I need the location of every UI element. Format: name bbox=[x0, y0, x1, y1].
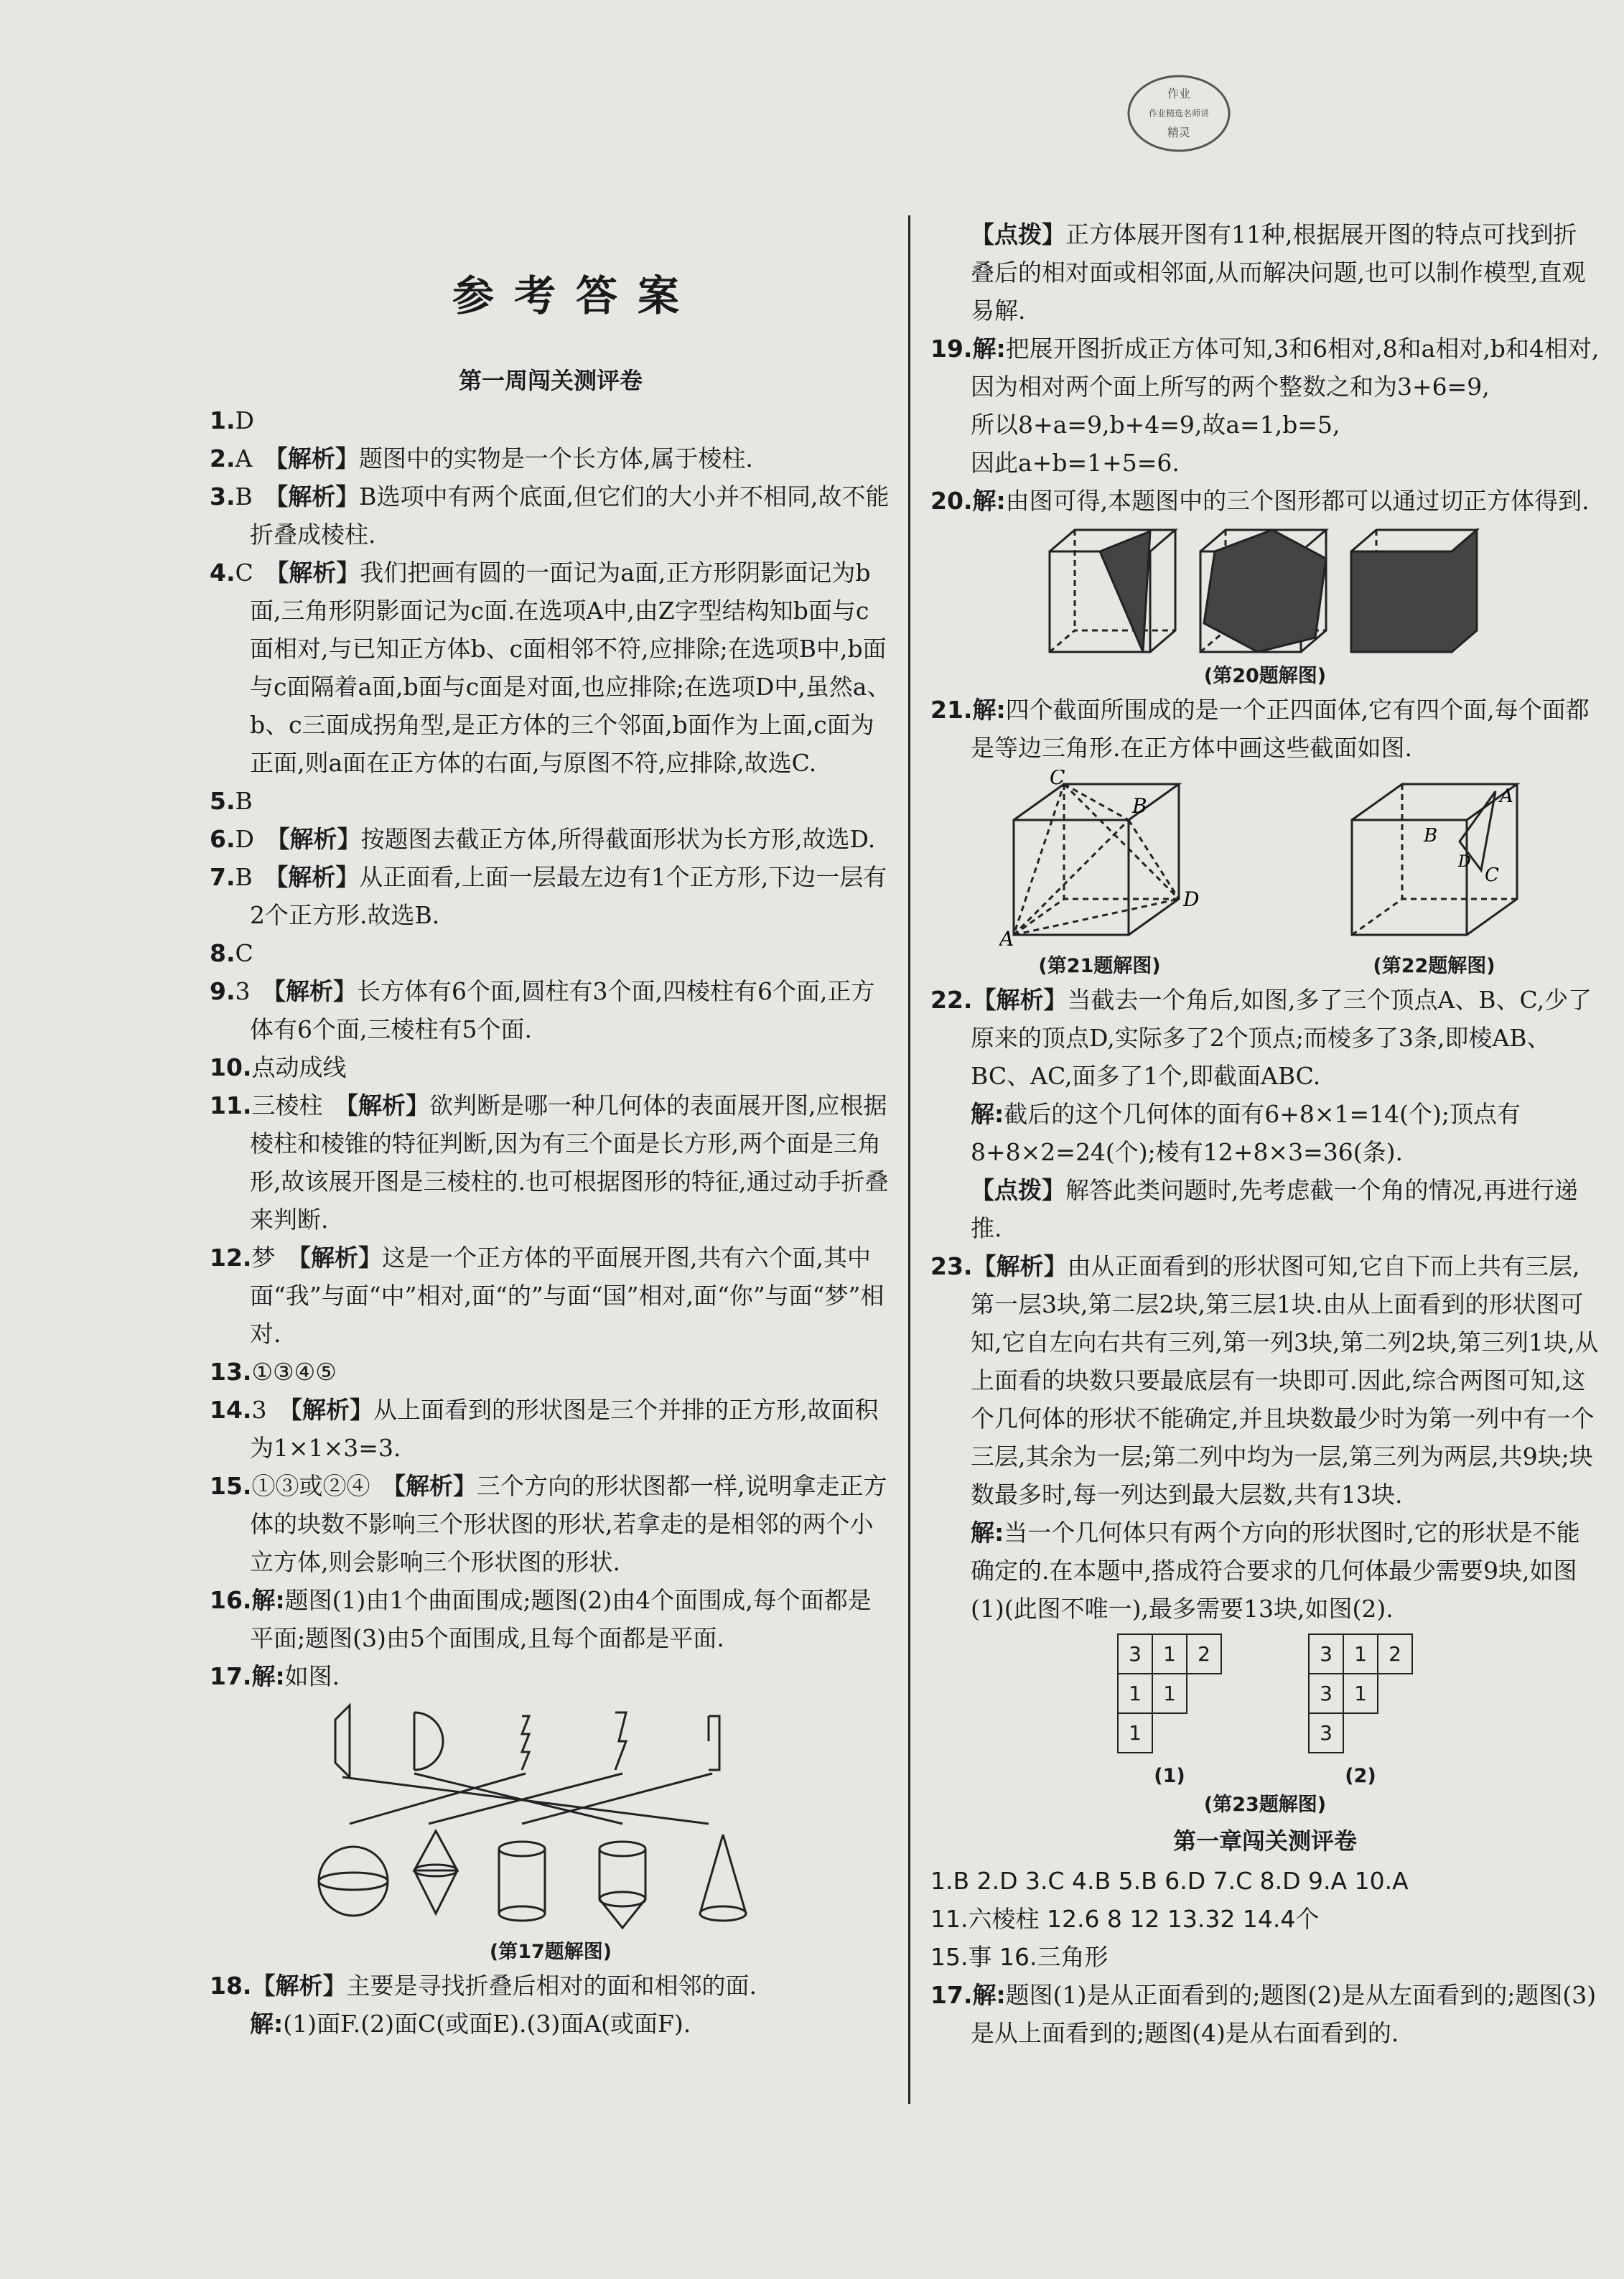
grid-max-cell bbox=[1343, 1713, 1378, 1753]
answer-16: 16.解:题图(1)由1个曲面围成;题图(2)由4个面围成,每个面都是平面;题图(3)由5个面围成,且每个面都是平面. bbox=[210, 1586, 872, 1652]
page-title: 参考答案 bbox=[452, 271, 700, 320]
grid-min-row bbox=[1118, 1674, 1221, 1713]
answer-23: 23.【解析】由从正面看到的形状图可知,它自下而上共有三层,第一层3块,第二层2块,第三层1块.由从上面看到的形状图可知,它自左向右共有三列,第一列3块,第二列2块,第三列1块,从上面看的块数只要最底层有一块即可.因此,综合两图可知,这个几何体的形状不能确定,并且块数最少时为第一列中有一个三层,其余为一层;第二列中均为一层,第三列为两层,共9块;块数最多时,每一列达到最大层数,共有13块. bbox=[930, 1252, 1599, 1509]
grid-2-label: (2) bbox=[1345, 1765, 1376, 1787]
answer-11: 11.三棱柱 【解析】欲判断是哪一种几何体的表面展开图,应根据棱柱和棱锥的特征判断,因为有三个面是长方形,两个面是三角形,故该展开图是三棱柱的.也可根据图形的特征,通过动手折叠来判断. bbox=[210, 1091, 889, 1234]
answers-row-3: 15.事 16.三角形 bbox=[930, 1943, 1109, 1971]
svg-text:C: C bbox=[1484, 864, 1499, 886]
grid-max bbox=[1308, 1633, 1413, 1753]
answer-12: 12.梦 【解析】这是一个正方体的平面展开图,共有六个面,其中面“我”与面“中”相对,面“的”与面“国”相对,面“你”与面“梦”相对. bbox=[210, 1244, 885, 1348]
answer-17: 17.解:如图. bbox=[210, 1662, 340, 1690]
grid-min-cell: 1 bbox=[1118, 1674, 1152, 1713]
grid-min-cell bbox=[1152, 1713, 1187, 1753]
grid-max-cell: 3 bbox=[1309, 1634, 1343, 1674]
tip-17: 【点拨】正方体展开图有11种,根据展开图的特点可找到折叠后的相对面或相邻面,从而解决问题,也可以制作模型,直观易解. bbox=[971, 220, 1586, 325]
figures-21-22 bbox=[930, 767, 1600, 981]
grid-min-cell: 2 bbox=[1187, 1634, 1221, 1674]
section-title-week1: 第一周闯关测评卷 bbox=[458, 367, 643, 394]
caption-fig17: (第17题解图) bbox=[489, 1941, 612, 1963]
svg-text:B: B bbox=[1131, 794, 1147, 818]
svg-text:作业精选名师讲: 作业精选名师讲 bbox=[1148, 108, 1210, 118]
grid-max-cell: 3 bbox=[1309, 1674, 1343, 1713]
grid-min-cell: 3 bbox=[1118, 1634, 1152, 1674]
grid-max-row bbox=[1309, 1634, 1412, 1674]
answer-8: 8.C bbox=[210, 939, 253, 967]
grid-1-wrap bbox=[1117, 1633, 1222, 1791]
figure-21-tetrahedron bbox=[999, 770, 1200, 949]
grid-min-cell bbox=[1187, 1674, 1221, 1713]
answer-4: 4.C 【解析】我们把画有圆的一面记为a面,正方形阴影面记为b面,三角形阴影面记为c面.在选项A中,由Z字型结构知b面与c面相对,与已知正方体b、c面相邻不符,应排除;在选项B中,b面与c面隔着a面,b面与c面是对面,也应排除;在选项D中,虽然a、b、c三面成拐角型,是正方体的三个邻面,b面作为上面,c面为正面,则a面在正方体的右面,与原图不符,应排除,故选C. bbox=[210, 559, 891, 777]
answer-6: 6.D 【解析】按题图去截正方体,所得截面形状为长方形,故选D. bbox=[210, 825, 876, 853]
answer-22-solution: 解:截后的这个几何体的面有6+8×1=14(个);顶点有8+8×2=24(个);棱有12+8×3=36(条). bbox=[971, 1100, 1521, 1166]
answer-22-tip: 【点拨】解答此类问题时,先考虑截一个角的情况,再进行递推. bbox=[971, 1176, 1578, 1242]
grid-min-cell: 1 bbox=[1152, 1634, 1187, 1674]
answer-2: 2.A 【解析】题图中的实物是一个长方体,属于棱柱. bbox=[210, 444, 753, 472]
answer-22: 22.【解析】当截去一个角后,如图,多了三个顶点A、B、C,少了原来的顶点D,实际多了2个顶点;而棱多了3条,即棱AB、BC、AC,面多了1个,即截面ABC. bbox=[930, 986, 1592, 1090]
svg-text:A: A bbox=[1499, 786, 1513, 807]
grid-max-row bbox=[1309, 1713, 1412, 1753]
caption-fig23: (第23题解图) bbox=[1203, 1794, 1327, 1816]
publisher-stamp bbox=[1124, 70, 1235, 157]
figure-23-grids bbox=[930, 1633, 1600, 1791]
section-title-chapter1: 第一章闯关测评卷 bbox=[1172, 1827, 1357, 1855]
caption-fig21: (第21题解图) bbox=[1038, 955, 1161, 977]
answer-14: 14.3 【解析】从上面看到的形状图是三个并排的正方形,故面积为1×1×3=3. bbox=[210, 1396, 879, 1462]
grid-2-wrap bbox=[1308, 1633, 1413, 1791]
answer-13: 13.①③④⑤ bbox=[210, 1358, 337, 1386]
grid-min-cell: 1 bbox=[1152, 1674, 1187, 1713]
answers-row-2: 11.六棱柱 12.6 8 12 13.32 14.4个 bbox=[930, 1905, 1320, 1933]
grid-max-cell bbox=[1378, 1713, 1412, 1753]
grid-1-label: (1) bbox=[1154, 1765, 1185, 1787]
answer-5: 5.B bbox=[210, 787, 253, 815]
figure-21-wrap bbox=[999, 767, 1200, 981]
figure-20-cube-sections bbox=[1042, 523, 1488, 659]
answer-19: 19.解:把展开图折成正方体可知,3和6相对,8和a相对,b和4相对,因为相对两个面上所写的两个整数之和为3+6=9, bbox=[930, 335, 1600, 401]
grid-max-cell: 1 bbox=[1343, 1634, 1378, 1674]
left-column bbox=[210, 359, 892, 2043]
figure-22-cut-corner bbox=[1338, 770, 1531, 949]
svg-text:D: D bbox=[1457, 853, 1471, 871]
answer-19-line2: 所以8+a=9,b+4=9,故a=1,b=5, bbox=[971, 411, 1340, 439]
svg-text:作业: 作业 bbox=[1167, 87, 1191, 101]
caption-fig22: (第22题解图) bbox=[1373, 955, 1495, 977]
answers-row-1: 1.B 2.D 3.C 4.B 5.B 6.D 7.C 8.D 9.A 10.A bbox=[930, 1867, 1409, 1895]
figure-17-matching bbox=[307, 1698, 795, 1935]
answer-18: 18.【解析】主要是寻找折叠后相对的面和相邻的面. bbox=[210, 1972, 757, 2000]
answer-19-line3: 因此a+b=1+5=6. bbox=[971, 449, 1180, 477]
answer-23-solution: 解:当一个几何体只有两个方向的形状图时,它的形状是不能确定的.在本题中,搭成符合要求的几何体最少需要9块,如图(1)(此图不唯一),最多需要13块,如图(2). bbox=[971, 1519, 1580, 1623]
answer-17b: 17.解:题图(1)是从正面看到的;题图(2)是从左面看到的;题图(3)是从上面看到的;题图(4)是从右面看到的. bbox=[930, 1981, 1597, 2047]
figure-22-wrap bbox=[1338, 767, 1531, 981]
answer-3: 3.B 【解析】B选项中有两个底面,但它们的大小并不相同,故不能折叠成棱柱. bbox=[210, 483, 890, 549]
grid-min bbox=[1117, 1633, 1222, 1753]
grid-min-cell bbox=[1187, 1713, 1221, 1753]
svg-text:精灵: 精灵 bbox=[1167, 126, 1191, 139]
grid-min-cell: 1 bbox=[1118, 1713, 1152, 1753]
answer-18-solution: 解:(1)面F.(2)面C(或面E).(3)面A(或面F). bbox=[250, 2010, 691, 2038]
svg-text:D: D bbox=[1182, 887, 1199, 911]
answer-1: 1.D bbox=[210, 406, 254, 434]
grid-max-cell bbox=[1378, 1674, 1412, 1713]
grid-max-cell: 2 bbox=[1378, 1634, 1412, 1674]
column-divider bbox=[908, 215, 910, 2104]
caption-fig20: (第20题解图) bbox=[1203, 665, 1327, 687]
answer-10: 10.点动成线 bbox=[210, 1053, 347, 1081]
answer-21: 21.解:四个截面所围成的是一个正四面体,它有四个面,每个面都是等边三角形.在正方体中画这些截面如图. bbox=[930, 696, 1590, 762]
grid-max-cell: 3 bbox=[1309, 1713, 1343, 1753]
grid-max-row bbox=[1309, 1674, 1412, 1713]
grid-min-row bbox=[1118, 1713, 1221, 1753]
answer-20: 20.解:由图可得,本题图中的三个图形都可以通过切正方体得到. bbox=[930, 487, 1590, 515]
right-column bbox=[930, 215, 1600, 2052]
answer-9: 9.3 【解析】长方体有6个面,圆柱有3个面,四棱柱有6个面,正方体有6个面,三棱柱有5个面. bbox=[210, 977, 875, 1043]
answer-15: 15.①③或②④ 【解析】三个方向的形状图都一样,说明拿走正方体的块数不影响三个形状图的形状,若拿走的是相邻的两个小立方体,则会影响三个形状图的形状. bbox=[210, 1472, 887, 1576]
svg-text:A: A bbox=[999, 927, 1014, 949]
grid-max-cell: 1 bbox=[1343, 1674, 1378, 1713]
svg-text:B: B bbox=[1423, 825, 1437, 847]
grid-min-row bbox=[1118, 1634, 1221, 1674]
answer-7: 7.B 【解析】从正面看,上面一层最左边有1个正方形,下边一层有2个正方形.故选B. bbox=[210, 863, 887, 929]
svg-text:C: C bbox=[1049, 770, 1065, 789]
